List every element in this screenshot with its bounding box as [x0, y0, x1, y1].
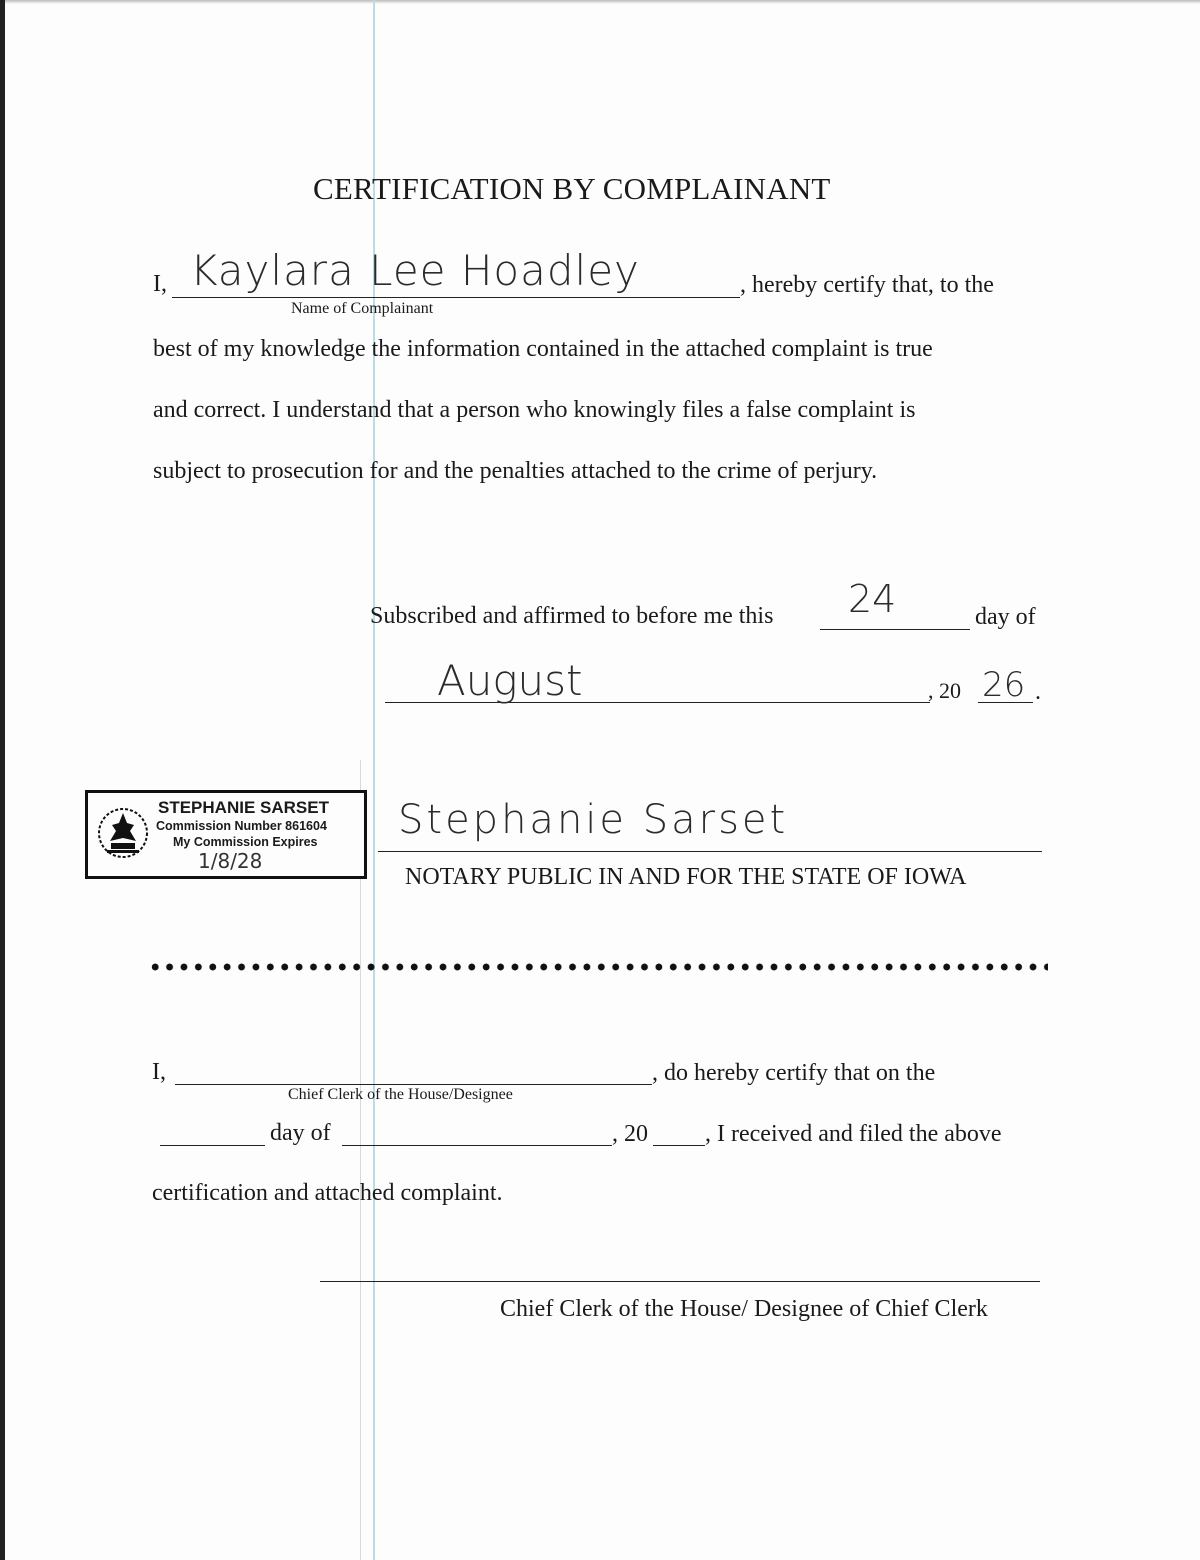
scan-edge-left	[0, 0, 5, 1560]
notary-title: NOTARY PUBLIC IN AND FOR THE STATE OF IOWA	[405, 864, 967, 890]
clerk-year-line	[653, 1145, 705, 1146]
notary-stamp	[85, 790, 367, 879]
clerk-caption: Chief Clerk of the House/Designee	[288, 1086, 513, 1103]
clerk-signature-caption: Chief Clerk of the House/ Designee of Chief Clerk	[500, 1296, 988, 1322]
complainant-name-handwritten: Kaylara Lee Hoadley	[190, 246, 640, 295]
clerk-received: , I received and filed the above	[705, 1121, 1002, 1147]
clerk-signature-line	[320, 1281, 1040, 1282]
day-of-text: day of	[975, 604, 1036, 630]
clerk-name-line	[175, 1084, 652, 1085]
fold-line	[373, 0, 375, 1560]
complainant-prefix: I,	[153, 271, 167, 297]
stamp-expires: My Commission Expires	[173, 835, 318, 849]
clerk-month-line	[342, 1145, 612, 1146]
day-handwritten: 24	[848, 577, 897, 621]
page-title: CERTIFICATION BY COMPLAINANT	[313, 171, 831, 206]
paragraph-line-1: best of my knowledge the information contained in the attached complaint is true	[153, 336, 933, 362]
subscribed-text: Subscribed and affirmed to before me this	[370, 603, 774, 629]
notary-signature-line	[378, 851, 1042, 852]
complainant-suffix: , hereby certify that, to the	[740, 272, 994, 298]
clerk-year-prefix: , 20	[612, 1121, 648, 1147]
stamp-commission: Commission Number 861604	[156, 819, 327, 833]
complainant-name-caption: Name of Complainant	[291, 300, 434, 317]
year-prefix: , 20	[928, 678, 961, 703]
clerk-line-3: certification and attached complaint.	[152, 1180, 503, 1206]
scan-edge-top	[0, 0, 1200, 4]
fold-crease	[360, 760, 361, 1560]
year-suffix: .	[1035, 679, 1041, 705]
complainant-name-line	[172, 297, 740, 298]
notary-signature: Stephanie Sarset	[398, 797, 789, 843]
paragraph-line-2: and correct. I understand that a person who knowingly files a false complaint is	[153, 397, 916, 423]
day-line	[820, 629, 970, 630]
stamp-name: STEPHANIE SARSET	[158, 798, 329, 817]
stamp-expires-date: 1/8/28	[198, 849, 263, 873]
dotted-separator	[148, 962, 1048, 972]
clerk-suffix: , do hereby certify that on the	[652, 1060, 936, 1086]
clerk-day-line	[160, 1145, 265, 1146]
iowa-seal-icon	[96, 805, 150, 861]
year-handwritten: 26	[982, 665, 1026, 705]
month-handwritten: August	[437, 656, 583, 705]
paragraph-line-3: subject to prosecution for and the penalties attached to the crime of perjury.	[153, 458, 878, 484]
clerk-day-of: day of	[270, 1120, 331, 1146]
clerk-prefix: I,	[152, 1059, 166, 1085]
